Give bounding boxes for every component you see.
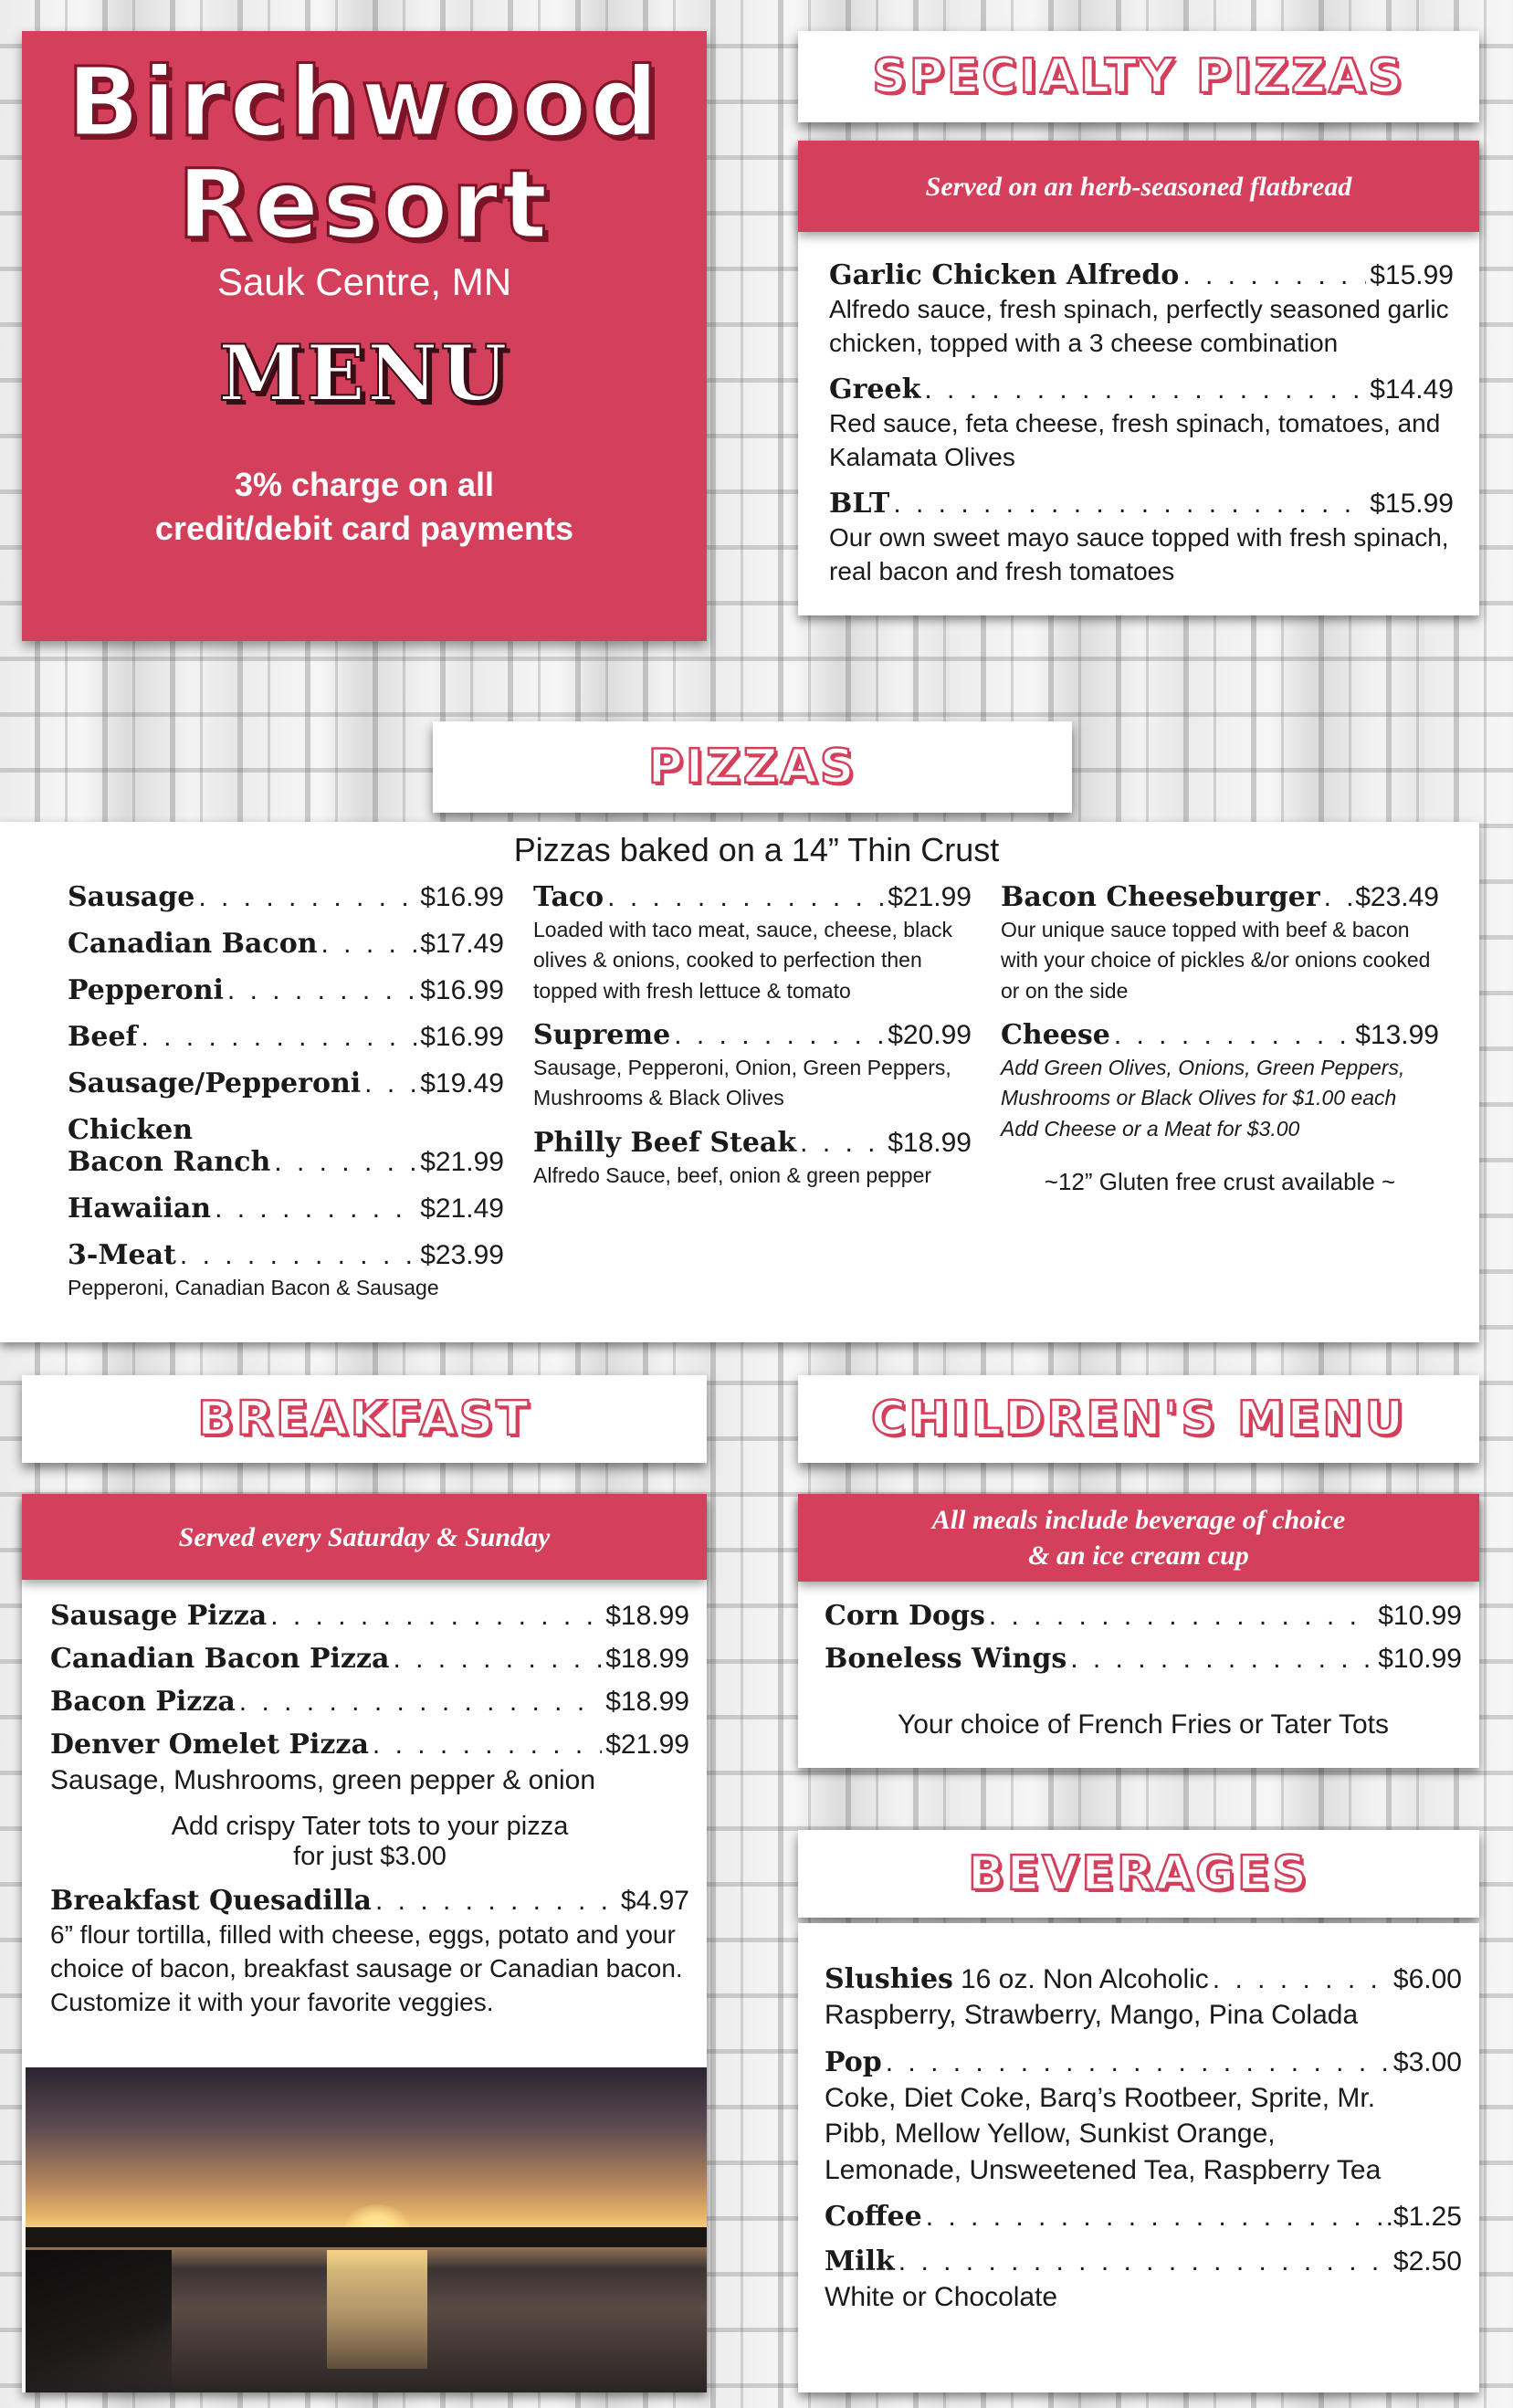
children-subtitle-line1: All meals include beverage of choice — [931, 1505, 1346, 1535]
item-price: $2.50 — [1392, 2246, 1462, 2277]
item-desc: Alfredo Sauce, beef, onion & green pepper — [533, 1162, 932, 1187]
item-price: $15.99 — [1370, 488, 1454, 519]
item-price: $18.99 — [605, 1687, 689, 1717]
list-item — [68, 1146, 504, 1178]
item-name: Boneless Wings — [825, 1643, 1067, 1675]
children-subtitle-line2: & an ice cream cup — [1028, 1540, 1249, 1571]
list-item — [825, 1643, 1462, 1675]
item-price: $20.99 — [888, 1020, 972, 1051]
list-item — [50, 1686, 689, 1718]
breakfast-heading: BREAKFAST — [197, 1392, 531, 1446]
item-name: 3-Meat — [68, 1239, 176, 1271]
item-desc: 6” flour tortilla, filled with cheese, eggs, potato and your choice of bacon, breakfast sausage or Canadian bacon. Customize it with your favorite veggies. — [50, 1919, 683, 2016]
item-price: .$1.25 — [1385, 2202, 1462, 2233]
item-price: $14.49 — [1370, 373, 1454, 405]
item-desc: Loaded with taco meat, sauce, cheese, black olives & onions, cooked to perfection then topped with fresh lettuce & tomato — [533, 918, 953, 1003]
item-desc: Add Green Olives, Onions, Green Peppers, Mushrooms or Black Olives for $1.00 each Add Cheese or a Meat for $3.00 — [1001, 1056, 1425, 1141]
item-name: Pepperoni — [68, 974, 224, 1006]
specialty-heading: SPECIALTY PIZZAS — [872, 49, 1405, 104]
beverages-heading-box — [798, 1830, 1479, 1918]
list-item — [68, 1021, 504, 1053]
item-name: Denver Omelet Pizza — [50, 1729, 369, 1761]
list-item — [829, 373, 1454, 405]
beverages-list — [825, 1963, 1462, 2329]
list-item — [68, 1239, 504, 1271]
item-name: Bacon Pizza — [50, 1686, 236, 1718]
item-price: $10.99 — [1378, 1644, 1462, 1674]
item-name: Sausage — [68, 881, 195, 913]
item-price: $18.99 — [605, 1644, 689, 1674]
item-name: Taco — [533, 881, 604, 913]
breakfast-heading-box — [22, 1375, 707, 1463]
list-item — [825, 1963, 1462, 1995]
item-price: $10.99 — [1378, 1601, 1462, 1631]
sunset-photo — [26, 2067, 707, 2392]
item-desc: Red sauce, feta cheese, fresh spinach, tomatoes, and Kalamata Olives — [829, 408, 1441, 471]
list-item — [68, 1193, 504, 1225]
item-desc: Alfredo sauce, fresh spinach, perfectly seasoned garlic chicken, topped with a 3 cheese combination — [829, 295, 1449, 357]
item-price: $16.99 — [420, 975, 504, 1005]
item-name: Beef — [68, 1021, 138, 1053]
list-item — [50, 1885, 689, 1917]
list-item — [68, 974, 504, 1006]
item-price: $4.97 — [620, 1885, 689, 1916]
item-name: Philly Beef Steak — [533, 1126, 797, 1159]
item-name: Chicken — [68, 1114, 194, 1146]
pizzas-heading: PIZZAS — [647, 740, 857, 794]
item-name: Canadian Bacon — [68, 928, 318, 960]
item-price: $18.99 — [888, 1127, 972, 1158]
item-name: Sausage Pizza — [50, 1600, 268, 1632]
shore-left — [26, 2250, 172, 2392]
specialty-subtitle-bar — [798, 141, 1479, 232]
item-name: Supreme — [533, 1019, 671, 1052]
children-list — [825, 1600, 1462, 1740]
header-box — [22, 31, 707, 641]
item-name: Coffee — [825, 2201, 922, 2234]
resort-name-line1: Birchwood — [67, 47, 662, 158]
item-name: Pop — [825, 2045, 882, 2078]
item-name: Bacon Ranch — [68, 1146, 271, 1178]
item-desc: Sausage, Pepperoni, Onion, Green Peppers, Mushrooms & Black Olives — [533, 1056, 951, 1110]
charge-notice-line2: credit/debit card payments — [154, 509, 574, 547]
item-price: $18.99 — [605, 1601, 689, 1631]
item-name: Sausage/Pepperoni — [68, 1067, 362, 1099]
pizzas-col1 — [68, 881, 504, 1312]
item-price: $13.99 — [1355, 1020, 1439, 1051]
item-name: Bacon Cheeseburger — [1001, 881, 1320, 913]
pizzas-subtitle: Pizzas baked on a 14” Thin Crust — [513, 831, 1000, 868]
list-item — [50, 1600, 689, 1632]
list-item — [50, 1643, 689, 1675]
item-name: Breakfast Quesadilla — [50, 1884, 372, 1917]
list-item — [825, 2245, 1462, 2277]
list-item — [68, 1067, 504, 1099]
breakfast-subtitle-bar — [22, 1494, 707, 1580]
item-price: $21.99 — [420, 1147, 504, 1177]
item-price: $23.99 — [420, 1240, 504, 1270]
tater-note-line1: Add crispy Tater tots to your pizza — [171, 1811, 569, 1841]
item-desc: Pepperoni, Canadian Bacon & Sausage — [68, 1276, 439, 1299]
specialty-heading-box — [798, 31, 1479, 122]
list-item — [825, 2046, 1462, 2078]
pizzas-col2 — [533, 881, 972, 1200]
item-name: Slushies — [825, 1963, 953, 1995]
item-name: Garlic Chicken Alfredo — [829, 259, 1180, 291]
item-price: $23.49 — [1355, 882, 1439, 912]
item-desc: Our own sweet mayo sauce topped with fresh spinach, real bacon and fresh tomatoes — [829, 522, 1449, 585]
list-item — [825, 2201, 1462, 2233]
item-desc: Coke, Diet Coke, Barq’s Rootbeer, Sprite, Mr. Pibb, Mellow Yellow, Sunkist Orange, Lemonade, Unsweetened Tea, Raspberry Tea — [825, 2082, 1382, 2185]
item-desc: Raspberry, Strawberry, Mango, Pina Colada — [825, 2000, 1359, 2030]
pizzas-col3 — [1001, 881, 1439, 1196]
pizzas-heading-box — [433, 721, 1072, 813]
specialty-list — [829, 259, 1454, 602]
list-item — [533, 1127, 972, 1159]
item-price: $3.00 — [1392, 2046, 1462, 2077]
children-note: Your choice of French Fries or Tater Tots — [897, 1709, 1390, 1740]
item-desc: White or Chocolate — [825, 2282, 1058, 2313]
breakfast-subtitle: Served every Saturday & Sunday — [178, 1521, 551, 1552]
item-name: Greek — [829, 373, 921, 405]
item-price: $6.00 — [1392, 1964, 1462, 1994]
water-reflection — [327, 2250, 427, 2369]
gluten-note: ~12” Gluten free crust available ~ — [1044, 1168, 1396, 1196]
breakfast-list — [50, 1600, 689, 2032]
item-name: Corn Dogs — [825, 1600, 985, 1632]
item-name: BLT — [829, 487, 890, 520]
beverages-heading: BEVERAGES — [968, 1846, 1309, 1901]
tater-note-line2: for just $3.00 — [293, 1841, 447, 1871]
item-name: Milk — [825, 2245, 895, 2278]
item-price: $21.99 — [888, 882, 972, 912]
menu-word: MENU — [218, 327, 510, 418]
list-item — [68, 1114, 504, 1146]
item-name: Cheese — [1001, 1019, 1110, 1052]
item-price: $16.99 — [420, 1022, 504, 1052]
children-subtitle-bar — [798, 1494, 1479, 1582]
item-price: $21.49 — [420, 1193, 504, 1224]
list-item — [829, 488, 1454, 520]
list-item — [50, 1729, 689, 1761]
list-item — [68, 881, 504, 913]
list-item — [1001, 881, 1439, 913]
item-desc: Our unique sauce topped with beef & bacon with your choice of pickles &/or onions cooked or on the side — [1001, 918, 1431, 1003]
list-item — [829, 259, 1454, 291]
list-item — [825, 1600, 1462, 1632]
charge-notice-line1: 3% charge on all — [234, 465, 495, 503]
location: Sauk Centre, MN — [216, 259, 512, 303]
resort-name-line2: Resort — [177, 149, 552, 261]
item-price: $15.99 — [1370, 260, 1454, 290]
list-item — [533, 1019, 972, 1051]
item-price: $16.99 — [420, 882, 504, 912]
children-heading-box — [798, 1375, 1479, 1463]
item-name: Hawaiian — [68, 1193, 212, 1225]
item-name: Canadian Bacon Pizza — [50, 1643, 390, 1675]
item-price: $17.49 — [420, 929, 504, 959]
children-heading: CHILDREN'S MENU — [871, 1392, 1406, 1446]
list-item — [1001, 1019, 1439, 1051]
treeline — [26, 2227, 707, 2247]
specialty-subtitle: Served on an herb-seasoned flatbread — [925, 171, 1352, 202]
item-note: 16 oz. Non Alcoholic — [960, 1964, 1209, 1994]
item-desc: Sausage, Mushrooms, green pepper & onion — [50, 1765, 596, 1795]
list-item — [533, 881, 972, 913]
list-item — [68, 928, 504, 960]
item-price: $19.49 — [420, 1068, 504, 1099]
item-price: $21.99 — [605, 1730, 689, 1760]
